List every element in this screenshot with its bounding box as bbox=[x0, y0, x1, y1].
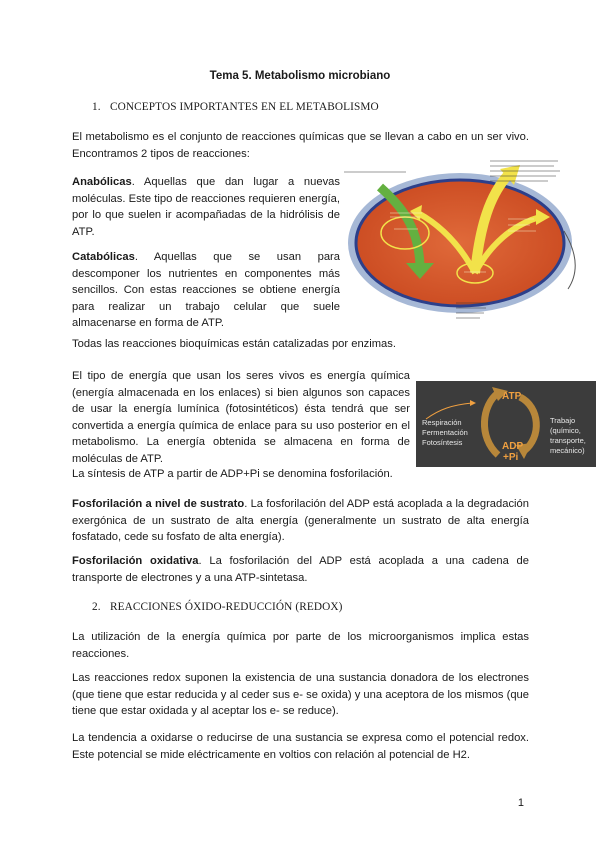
metabolism-cell-diagram bbox=[340, 155, 588, 327]
fosf-oxidativa-text: . La fosforilación del ADP está acoplada a una cadena de transporte de electrones y a una ATP-sintetasa. bbox=[72, 555, 529, 584]
anabolicas-text: . Aquellas que dan lugar a nuevas moléculas. Este tipo de reacciones requieren energía, por lo que suelen ir acompañadas de la hidrólisis de ATP. bbox=[72, 176, 340, 238]
fosf-oxidativa-term: Fosforilación oxidativa bbox=[72, 555, 199, 567]
section-heading-1 bbox=[92, 101, 379, 113]
pi-label: +Pi bbox=[503, 452, 519, 463]
energia-paragraph: El tipo de energía que usan los seres vivos es energía química (energía almacenada en los enlaces) si bien algunos son capaces de usar la energía lumínica (fotosintéticos) ésta tendrá que ser convertida a energía química de enlace para su uso posterior en el metabolismo. La energía obtenida se almacena en forma de moléculas de ATP. bbox=[72, 370, 410, 465]
fosforilacion-sustrato-paragraph bbox=[72, 496, 529, 546]
fosf-sustrato-text: . La fosforilación del ADP está acoplada a la degradación exergónica de un sustrato de alta energía (generalmente un sustrato de alta energía fosfatado, cede su fosfato de alta energía). bbox=[72, 498, 529, 543]
section-title: REACCIONES ÓXIDO-REDUCCIÓN (REDOX) bbox=[110, 601, 343, 613]
fosforilacion-oxidativa-paragraph bbox=[72, 553, 529, 586]
work-type-mechanical: mecánico) bbox=[550, 446, 585, 455]
work-type-transport: transporte, bbox=[550, 436, 586, 445]
enzimas-paragraph: Todas las reacciones bioquímicas están catalizadas por enzimas. bbox=[72, 338, 396, 350]
catabolicas-text: . Aquellas que se usan para descomponer los nutrientes en componentes más sencillos. Con estas reacciones se obtiene energía para realizar un trabajo celular que suele almacenarse en forma de ATP. bbox=[72, 251, 340, 329]
redox-paragraph-2: Las reacciones redox suponen la existencia de una sustancia donadora de los electrones (que tiene que estar reducida y al ceder sus e- se oxida) y una aceptora de los mismos (que tiene que estar oxidada y al aceptar los e- se reduce). bbox=[72, 672, 529, 717]
redox-paragraph-1: La utilización de la energía química por parte de los microorganismos implica estas reacciones. bbox=[72, 631, 529, 660]
catabolicas-term: Catabólicas bbox=[72, 251, 135, 263]
anabolicas-paragraph bbox=[72, 174, 340, 240]
fosf-sustrato-term: Fosforilación a nivel de sustrato bbox=[72, 498, 245, 510]
section-title: CONCEPTOS IMPORTANTES EN EL METABOLISMO bbox=[110, 101, 379, 113]
atp-cycle-figure bbox=[416, 381, 596, 467]
atp-label: ATP bbox=[502, 391, 522, 402]
intro-paragraph: El metabolismo es el conjunto de reacciones químicas que se llevan a cabo en un ser vivo. Encontramos 2 tipos de reacciones: bbox=[72, 131, 529, 160]
source-respiracion: Respiración bbox=[422, 418, 462, 427]
section-heading-2 bbox=[92, 601, 342, 613]
source-fotosintesis: Fotosíntesis bbox=[422, 438, 463, 447]
anabolicas-term: Anabólicas bbox=[72, 176, 132, 188]
page-number: 1 bbox=[517, 797, 524, 809]
work-label: Trabajo bbox=[550, 416, 576, 425]
redox-paragraph-3: La tendencia a oxidarse o reducirse de una sustancia se expresa como el potencial redox. Este potencial se mide eléctricamente en voltios con relación al potencial de H2. bbox=[72, 732, 529, 761]
section-number: 1. bbox=[92, 101, 101, 113]
work-type-chemical: (químico, bbox=[550, 426, 581, 435]
adp-label: ADP bbox=[502, 441, 524, 452]
sintesis-paragraph: La síntesis de ATP a partir de ADP+Pi se denomina fosforilación. bbox=[72, 468, 393, 480]
source-fermentacion: Fermentación bbox=[422, 428, 468, 437]
catabolicas-paragraph bbox=[72, 249, 340, 332]
section-number: 2. bbox=[92, 601, 101, 613]
page-title: Tema 5. Metabolismo microbiano bbox=[209, 70, 391, 82]
